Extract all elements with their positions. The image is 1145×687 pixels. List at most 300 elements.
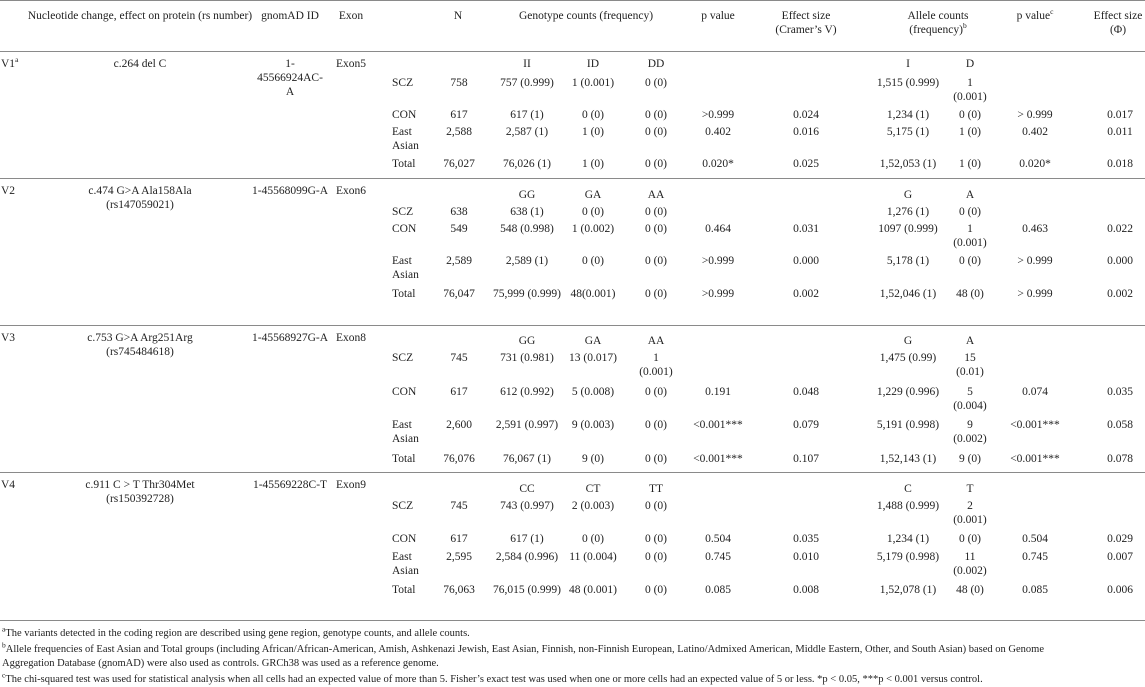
variant-separator <box>0 325 1145 326</box>
effect-size-phi <box>1107 452 1133 466</box>
p-value <box>705 532 731 546</box>
n-count <box>446 125 472 139</box>
allele-count-2-text: 0 (0) <box>958 109 982 121</box>
allele-label-text: G <box>903 189 913 201</box>
effect-size-phi-text: 0.011 <box>1107 126 1133 138</box>
genotype-count-3-text: 0 (0) <box>644 551 668 563</box>
genotype-count-3 <box>636 76 676 90</box>
genotype-count-3-text: 0 (0) <box>644 453 668 465</box>
allele-count-2 <box>959 108 981 122</box>
p-value-text: >0.999 <box>701 255 735 267</box>
effect-size-v <box>793 418 819 432</box>
n-count-text: 617 <box>450 386 468 398</box>
effect-size-phi <box>1107 108 1133 122</box>
genotype-label <box>649 482 663 496</box>
header-pvalue-text: p value <box>701 10 735 22</box>
group-label-text: Total <box>392 158 416 170</box>
allele-label-text: T <box>966 483 974 495</box>
allele-count-1 <box>873 351 943 365</box>
genotype-count-1 <box>503 452 551 466</box>
exon-label-text: Exon8 <box>335 332 367 344</box>
p-value-text: 0.745 <box>705 551 731 563</box>
allele-count-1-text: 1,276 (1) <box>886 206 930 218</box>
allele-count-1-text: 5,178 (1) <box>886 255 930 267</box>
p-value <box>702 157 734 171</box>
genotype-count-1-text: 2,584 (0.996) <box>495 551 559 563</box>
header-n <box>454 9 462 23</box>
genotype-count-3-text: 0 (0) <box>644 288 668 300</box>
genotype-count-3 <box>645 205 667 219</box>
n-count <box>450 76 467 90</box>
allele-count-2-text: 1 (0.001) <box>953 223 987 249</box>
effect-size-v-text: 0.079 <box>793 419 819 431</box>
effect-size-v <box>793 157 819 171</box>
genotype-label <box>519 482 534 496</box>
p-value <box>705 550 731 564</box>
exon-label <box>336 57 366 71</box>
effect-size-phi-text: 0.017 <box>1107 109 1133 121</box>
genotype-label-text: II <box>523 58 531 70</box>
exon-label <box>336 331 366 345</box>
n-count-text: 76,076 <box>443 453 475 465</box>
gnomad-id-text: 1-45568099G-A <box>251 185 329 197</box>
group-label <box>392 205 413 219</box>
p-value-text: <0.001*** <box>693 453 743 465</box>
allele-count-1-text: 1,52,046 (1) <box>879 288 937 300</box>
effect-size-v-text: 0.016 <box>793 126 819 138</box>
header-variant-desc-text: Nucleotide change, effect on protein (rs number) <box>27 10 253 22</box>
genotype-label <box>648 188 665 202</box>
genotype-count-1-text: 2,587 (1) <box>505 126 549 138</box>
allele-count-2 <box>950 499 990 527</box>
header-pvalue-2-text: p value <box>1016 10 1051 22</box>
group-label-text: CON <box>392 223 417 235</box>
genotype-count-1-text: 76,015 (0.999) <box>492 584 562 596</box>
allele-count-2-text: 48 (0) <box>956 584 984 596</box>
genotype-count-2-text: 0 (0) <box>581 109 605 121</box>
variant-id <box>1 331 15 345</box>
exon-label <box>336 478 366 492</box>
variant-description <box>65 331 215 359</box>
effect-size-v-text: 0.031 <box>793 223 819 235</box>
header-allele-counts <box>888 9 988 37</box>
genotype-count-3-text: 0 (0) <box>644 126 668 138</box>
p-value-text: 0.020* <box>702 158 734 170</box>
p-value-2-text: > 0.999 <box>1017 288 1053 300</box>
group-label <box>392 125 428 153</box>
genotype-count-3 <box>636 254 676 268</box>
p-value-2-text: 0.745 <box>1022 551 1048 563</box>
genotype-count-2 <box>582 452 604 466</box>
variant-id-text: V4 <box>1 479 16 491</box>
exon-label-text: Exon6 <box>335 185 367 197</box>
n-count <box>450 499 467 513</box>
genotype-count-3 <box>636 222 676 236</box>
allele-label-text: D <box>965 58 975 70</box>
p-value <box>702 108 734 122</box>
genotype-count-1 <box>487 499 567 513</box>
effect-size-v-text: 0.002 <box>793 288 819 300</box>
p-value-text: >0.999 <box>701 109 735 121</box>
n-count-text: 2,595 <box>446 551 472 563</box>
allele-label-text: I <box>906 58 910 70</box>
n-count <box>446 550 472 564</box>
allele-count-1 <box>873 499 943 513</box>
allele-count-2 <box>959 205 981 219</box>
n-count <box>446 254 472 268</box>
p-value-text: 0.191 <box>705 386 731 398</box>
header-variant-desc <box>25 9 255 23</box>
allele-count-1 <box>880 157 937 171</box>
effect-size-phi <box>1107 222 1133 236</box>
genotype-count-1-text: 617 (1) <box>510 533 544 545</box>
allele-label-text: A <box>965 335 975 347</box>
allele-label <box>906 57 910 71</box>
group-label <box>392 287 415 301</box>
p-value-text: >0.999 <box>701 288 735 300</box>
genotype-count-1 <box>487 583 567 597</box>
genotype-label-text: AA <box>647 189 665 201</box>
genotype-count-2-text: 1 (0.002) <box>571 223 615 235</box>
allele-count-2-text: 15 (0.01) <box>956 352 984 378</box>
p-value <box>705 583 731 597</box>
header-pvalue-2 <box>1017 9 1054 23</box>
group-label <box>392 385 416 399</box>
genotype-count-2-text: 48 (0.001) <box>569 584 617 596</box>
group-label <box>392 583 415 597</box>
effect-size-v-text: 0.107 <box>793 453 819 465</box>
allele-label-text: C <box>904 483 912 495</box>
gnomad-id-text: 1-45566924AC-A <box>257 58 323 98</box>
genotype-count-3 <box>636 385 676 399</box>
allele-count-2 <box>950 222 990 250</box>
n-count-text: 745 <box>450 352 468 364</box>
p-value <box>693 452 743 466</box>
genotype-label-text: CT <box>585 483 601 495</box>
p-value <box>705 125 731 139</box>
effect-size-v <box>793 222 819 236</box>
variant-separator <box>0 178 1145 179</box>
variant-id-sup: a <box>15 55 19 65</box>
allele-count-2-text: 0 (0) <box>958 255 982 267</box>
footnote-marker: a <box>2 624 6 634</box>
allele-count-1-text: 5,175 (1) <box>886 126 930 138</box>
genotype-count-1 <box>487 351 567 365</box>
group-label-text: CON <box>392 533 417 545</box>
genotype-label-text: GG <box>518 335 536 347</box>
variant-description-text: c.474 G>A Ala158Ala (rs147059021) <box>88 185 192 211</box>
genotype-count-1 <box>510 205 544 219</box>
genotype-count-2 <box>582 108 604 122</box>
genotype-count-3 <box>636 287 676 301</box>
effect-size-phi-text: 0.022 <box>1107 223 1133 235</box>
allele-count-1-text: 5,191 (0.998) <box>876 419 940 431</box>
header-effect-size-v <box>761 9 851 37</box>
header-exon-text: Exon <box>338 10 364 22</box>
effect-size-v-text: 0.024 <box>793 109 819 121</box>
allele-count-1-text: 1097 (0.999) <box>878 223 938 235</box>
gnomad-id <box>235 478 345 492</box>
n-count-text: 758 <box>450 77 468 89</box>
variant-id <box>1 184 15 198</box>
allele-count-1 <box>873 287 943 301</box>
effect-size-v <box>793 108 819 122</box>
effect-size-phi <box>1107 583 1133 597</box>
allele-count-2 <box>950 254 990 268</box>
group-label-text: SCZ <box>392 77 414 89</box>
allele-count-1-text: 1,52,078 (1) <box>879 584 937 596</box>
effect-size-v <box>793 550 819 564</box>
genotype-count-3 <box>636 550 676 564</box>
n-count <box>443 452 475 466</box>
allele-count-1-text: 5,179 (0.998) <box>876 551 940 563</box>
p-value <box>705 222 731 236</box>
genotype-count-2-text: 0 (0) <box>581 255 605 267</box>
variant-separator <box>0 620 1145 621</box>
allele-count-1-text: 1,52,053 (1) <box>879 158 937 170</box>
p-value-2 <box>1010 418 1060 432</box>
allele-count-1-text: 1,488 (0.999) <box>876 500 940 512</box>
variant-description <box>65 478 215 506</box>
genotype-count-2-text: 1 (0.001) <box>571 77 615 89</box>
effect-size-phi <box>1107 254 1133 268</box>
genotype-count-3 <box>645 532 667 546</box>
group-label <box>392 550 428 578</box>
allele-count-2 <box>950 351 990 379</box>
p-value-2 <box>1022 550 1048 564</box>
allele-label <box>966 334 974 348</box>
header-effect-size-v-text: Effect size (Cramer’s V) <box>775 10 837 36</box>
allele-count-1 <box>873 550 943 564</box>
n-count-text: 76,047 <box>443 288 475 300</box>
allele-label-text: A <box>965 189 975 201</box>
group-label-text: SCZ <box>392 352 414 364</box>
group-label-text: East Asian <box>392 255 419 281</box>
allele-count-2 <box>950 385 990 413</box>
exon-label <box>336 184 366 198</box>
group-label <box>392 108 416 122</box>
p-value-2-text: <0.001*** <box>1010 453 1060 465</box>
genotype-count-2-text: 48(0.001) <box>570 288 616 300</box>
p-value-2-text: > 0.999 <box>1017 109 1053 121</box>
gnomad-id-text: 1-45568927G-A <box>251 332 329 344</box>
genotype-label <box>648 334 665 348</box>
allele-count-2-text: 5 (0.004) <box>953 386 987 412</box>
allele-count-2-text: 11 (0.002) <box>953 551 987 577</box>
genotype-count-2-text: 5 (0.008) <box>571 386 615 398</box>
allele-count-1-text: 1,229 (0.996) <box>876 386 940 398</box>
allele-count-1-text: 1,475 (0.99) <box>879 352 937 364</box>
genotype-count-3 <box>636 583 676 597</box>
group-label <box>392 532 416 546</box>
p-value-text: 0.085 <box>705 584 731 596</box>
effect-size-phi <box>1107 532 1133 546</box>
genotype-count-2-text: 11 (0.004) <box>569 551 617 563</box>
variant-id-text: V2 <box>1 185 16 197</box>
genotype-label-text: GA <box>584 335 602 347</box>
genotype-count-1-text: 743 (0.997) <box>500 500 554 512</box>
effect-size-v-text: 0.008 <box>793 584 819 596</box>
n-count <box>443 157 475 171</box>
genotype-label-text: TT <box>648 483 664 495</box>
allele-label <box>904 188 912 202</box>
footnote-3 <box>2 657 439 670</box>
genotype-count-3 <box>636 499 676 513</box>
allele-label <box>966 482 973 496</box>
allele-count-2-text: 1 (0.001) <box>953 77 987 103</box>
genotype-count-2 <box>582 205 604 219</box>
genotype-count-2-text: 1 (0) <box>581 126 605 138</box>
effect-size-phi <box>1107 418 1133 432</box>
genotype-count-2-text: 1 (0) <box>581 158 605 170</box>
allele-label <box>966 57 974 71</box>
gnomad-id <box>255 57 325 99</box>
effect-size-v-text: 0.010 <box>793 551 819 563</box>
header-effect-size-phi-text: Effect size (Φ) <box>1093 10 1143 36</box>
genotype-count-3 <box>645 108 667 122</box>
genotype-count-3-text: 0 (0) <box>644 584 668 596</box>
n-count <box>450 108 467 122</box>
effect-size-phi <box>1107 287 1133 301</box>
effect-size-v <box>793 125 819 139</box>
n-count-text: 76,063 <box>443 584 475 596</box>
allele-count-1-text: 1,234 (1) <box>886 109 930 121</box>
genotype-count-2-text: 2 (0.003) <box>571 500 615 512</box>
genotype-count-1 <box>503 157 551 171</box>
allele-count-1 <box>880 452 937 466</box>
genotype-count-1 <box>487 76 567 90</box>
allele-count-1 <box>873 76 943 90</box>
allele-count-1-text: 1,515 (0.999) <box>876 77 940 89</box>
allele-count-2 <box>950 125 990 139</box>
genotype-count-2 <box>582 532 604 546</box>
group-label-text: SCZ <box>392 206 414 218</box>
effect-size-v <box>793 583 819 597</box>
p-value-2-text: 0.074 <box>1022 386 1048 398</box>
effect-size-v-text: 0.035 <box>793 533 819 545</box>
footnote-2 <box>2 640 1044 656</box>
p-value-text: 0.464 <box>705 223 731 235</box>
p-value-2 <box>1022 125 1048 139</box>
genotype-count-2 <box>570 287 615 301</box>
genotype-count-2 <box>569 351 617 365</box>
group-label-text: CON <box>392 109 417 121</box>
exon-label-text: Exon9 <box>335 479 367 491</box>
p-value-2-text: 0.504 <box>1022 533 1048 545</box>
variant-description <box>65 184 215 212</box>
effect-size-phi-text: 0.018 <box>1107 158 1133 170</box>
allele-count-2-text: 0 (0) <box>958 206 982 218</box>
genotype-label <box>523 57 531 71</box>
effect-size-v-text: 0.048 <box>793 386 819 398</box>
genotype-label-text: GG <box>518 189 536 201</box>
allele-count-2-text: 1 (0) <box>958 126 982 138</box>
header-pvalue-2-sup: c <box>1050 7 1054 17</box>
n-count <box>450 222 467 236</box>
effect-size-phi <box>1107 157 1133 171</box>
p-value <box>705 385 731 399</box>
allele-count-1-text: 1,234 (1) <box>886 533 930 545</box>
genotype-count-1-text: 76,067 (1) <box>503 453 551 465</box>
p-value-2 <box>1010 452 1060 466</box>
genotype-label-text: CC <box>519 483 535 495</box>
allele-count-1 <box>873 125 943 139</box>
footnote-text: Aggregation Database (gnomAD) were also used as controls. GRCh38 was used as a reference genome. <box>2 658 439 669</box>
genotype-count-1 <box>487 418 567 432</box>
effect-size-phi-text: 0.035 <box>1107 386 1133 398</box>
genotype-label-text: AA <box>647 335 665 347</box>
allele-count-2 <box>950 418 990 446</box>
genotype-count-1-text: 612 (0.992) <box>500 386 554 398</box>
effect-size-v <box>793 532 819 546</box>
n-count-text: 638 <box>450 206 468 218</box>
p-value-2 <box>1022 532 1048 546</box>
genotype-count-1-text: 731 (0.981) <box>500 352 554 364</box>
effect-size-phi-text: 0.006 <box>1107 584 1133 596</box>
p-value-2 <box>1022 385 1048 399</box>
genotype-count-2 <box>572 76 614 90</box>
gnomad-id-text: 1-45569228C-T <box>252 479 328 491</box>
effect-size-v <box>793 385 819 399</box>
group-label <box>392 222 416 236</box>
genotype-count-1-text: 548 (0.998) <box>500 223 554 235</box>
header-pvalue <box>701 9 735 23</box>
genotype-count-2-text: 0 (0) <box>581 206 605 218</box>
allele-count-2-text: 9 (0.002) <box>953 419 987 445</box>
allele-count-2 <box>950 583 990 597</box>
genotype-count-1 <box>487 287 567 301</box>
gnomad-id <box>235 331 345 345</box>
gnomad-id <box>235 184 345 198</box>
p-value <box>702 287 734 301</box>
allele-count-2 <box>950 76 990 104</box>
genotype-count-3-text: 0 (0) <box>644 255 668 267</box>
genotype-label <box>519 334 536 348</box>
effect-size-phi <box>1107 125 1132 139</box>
allele-count-1 <box>873 222 943 236</box>
effect-size-phi-text: 0.000 <box>1107 255 1133 267</box>
group-label <box>392 452 415 466</box>
variant-id-text: V3 <box>1 332 16 344</box>
header-exon <box>339 9 363 23</box>
genotype-label <box>586 482 601 496</box>
effect-size-v-text: 0.025 <box>793 158 819 170</box>
n-count-text: 2,588 <box>446 126 472 138</box>
genotype-count-1 <box>487 125 567 139</box>
p-value <box>702 254 734 268</box>
allele-count-2-text: 1 (0) <box>958 158 982 170</box>
genotype-count-1-text: 2,589 (1) <box>505 255 549 267</box>
variant-description <box>65 57 215 71</box>
allele-count-2 <box>950 550 990 578</box>
allele-label-text: G <box>903 335 913 347</box>
p-value-2-text: 0.463 <box>1022 223 1048 235</box>
p-value-2-text: <0.001*** <box>1010 419 1060 431</box>
variant-separator <box>0 472 1145 473</box>
effect-size-v <box>793 287 819 301</box>
footnote-4 <box>2 670 983 686</box>
p-value-2 <box>1022 222 1048 236</box>
effect-size-phi <box>1107 385 1133 399</box>
genotype-count-2-text: 13 (0.017) <box>569 352 617 364</box>
n-count <box>450 205 467 219</box>
genotype-count-1-text: 2,591 (0.997) <box>495 419 559 431</box>
allele-count-2 <box>959 452 981 466</box>
genotype-count-3-text: 0 (0) <box>644 386 668 398</box>
effect-size-phi-text: 0.002 <box>1107 288 1133 300</box>
genotype-label <box>585 334 602 348</box>
genotype-count-3 <box>636 125 676 139</box>
